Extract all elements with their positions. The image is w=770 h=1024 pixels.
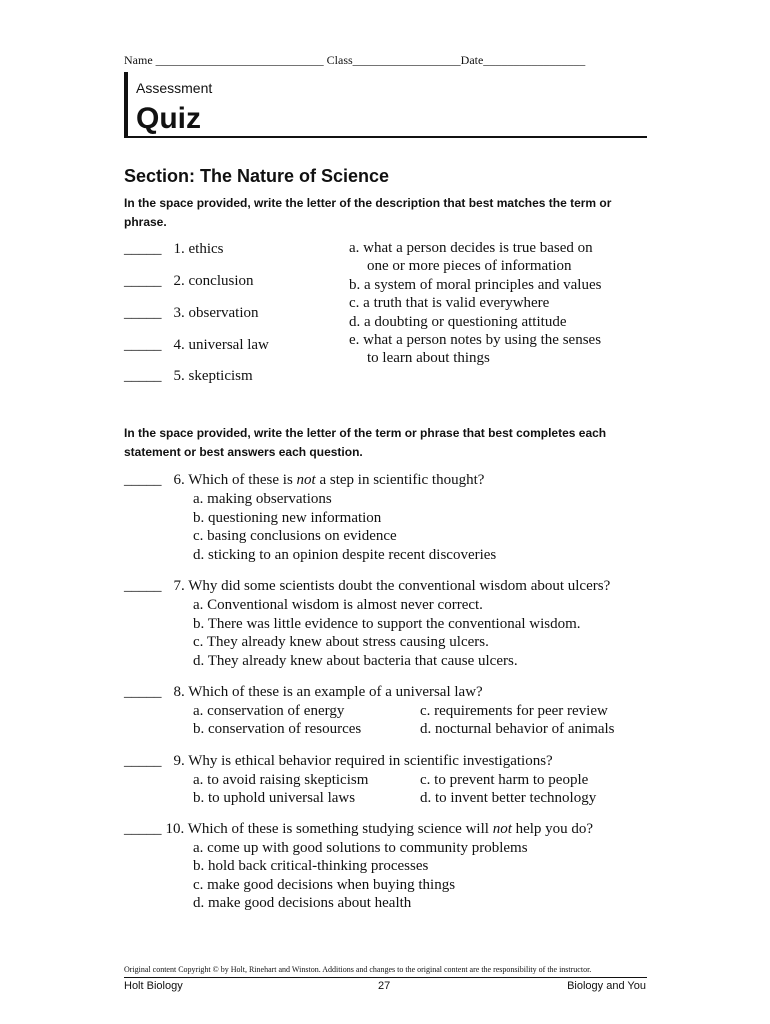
question-6-stem: _____ 6. Which of these is not a step in scientific thought? — [124, 472, 485, 488]
answer-blank[interactable]: _____ — [124, 368, 162, 384]
answer-blank[interactable]: _____ — [124, 684, 162, 700]
question-10-option-c: c. make good decisions when buying things — [193, 877, 456, 893]
question-7-option-c: c. They already knew about stress causing ulcers. — [193, 634, 489, 650]
question-8-option-b: b. conservation of resources — [193, 721, 362, 737]
multiple-choice-instructions: In the space provided, write the letter of the term or phrase that best completes each statement or best answers each question. — [124, 426, 607, 459]
question-7-option-d: d. They already knew about bacteria that cause ulcers. — [193, 653, 518, 669]
copyright-notice: Original content Copyright © by Holt, Rinehart and Winston. Additions and changes to the original content are the responsibility of the instructor. — [124, 965, 592, 974]
answer-blank[interactable]: _____ — [124, 273, 162, 289]
question-7-stem: _____ 7. Why did some scientists doubt the conventional wisdom about ulcers? — [124, 578, 611, 594]
footer-chapter-title: Biology and You — [567, 980, 646, 992]
definition-e-continued: to learn about things — [367, 350, 490, 366]
footer-divider — [124, 977, 647, 978]
term-label: 2. conclusion — [173, 273, 254, 289]
matching-term — [124, 337, 269, 354]
page-title: Quiz — [136, 102, 201, 135]
answer-blank[interactable]: _____ — [124, 578, 162, 594]
question-10-option-a: a. come up with good solutions to community problems — [193, 840, 528, 856]
footer-book-title: Holt Biology — [124, 980, 183, 992]
answer-blank[interactable]: _____ — [124, 337, 162, 353]
question-7-option-a: a. Conventional wisdom is almost never correct. — [193, 597, 483, 613]
answer-blank[interactable]: _____ — [124, 821, 162, 837]
term-label: 4. universal law — [173, 337, 269, 353]
page-number: 27 — [378, 980, 391, 992]
question-6-option-b: b. questioning new information — [193, 510, 382, 526]
title-block — [124, 72, 647, 138]
term-label: 5. skepticism — [173, 368, 253, 384]
matching-term — [124, 273, 254, 290]
definition-a-continued: one or more pieces of information — [367, 258, 572, 274]
question-8-stem: _____ 8. Which of these is an example of a universal law? — [124, 684, 483, 700]
question-8-option-c: c. requirements for peer review — [420, 703, 608, 719]
answer-blank[interactable]: _____ — [124, 472, 162, 488]
question-8-option-a: a. conservation of energy — [193, 703, 345, 719]
answer-blank[interactable]: _____ — [124, 753, 162, 769]
matching-term — [124, 368, 253, 385]
question-8-option-d: d. nocturnal behavior of animals — [420, 721, 615, 737]
section-title: Section: The Nature of Science — [124, 166, 390, 186]
definition-a: a. what a person decides is true based on — [349, 240, 593, 256]
question-9-stem: _____ 9. Why is ethical behavior required in scientific investigations? — [124, 753, 553, 769]
question-6-option-a: a. making observations — [193, 491, 332, 507]
question-9-option-c: c. to prevent harm to people — [420, 772, 589, 788]
question-9-option-b: b. to uphold universal laws — [193, 790, 356, 806]
question-10-option-b: b. hold back critical-thinking processes — [193, 858, 429, 874]
title-underline — [124, 136, 647, 138]
answer-blank[interactable]: _____ — [124, 305, 162, 321]
matching-term — [124, 241, 224, 258]
assessment-label: Assessment — [136, 80, 213, 96]
answer-blank[interactable]: _____ — [124, 241, 162, 257]
name-class-date-line: Name ____________________________ Class__________________Date_________________ — [124, 53, 586, 67]
question-10-stem: _____ 10. Which of these is something studying science will not help you do? — [124, 821, 594, 837]
definition-c: c. a truth that is valid everywhere — [349, 295, 550, 311]
definition-b: b. a system of moral principles and values — [349, 277, 602, 293]
definition-d: d. a doubting or questioning attitude — [349, 314, 567, 330]
title-bar-rule — [124, 72, 128, 138]
term-label: 1. ethics — [173, 241, 224, 257]
question-6-option-d: d. sticking to an opinion despite recent discoveries — [193, 547, 497, 563]
question-7-option-b: b. There was little evidence to support the conventional wisdom. — [193, 616, 581, 632]
definition-e: e. what a person notes by using the senses — [349, 332, 602, 348]
question-10-option-d: d. make good decisions about health — [193, 895, 412, 911]
question-9-option-a: a. to avoid raising skepticism — [193, 772, 369, 788]
question-6-option-c: c. basing conclusions on evidence — [193, 528, 397, 544]
question-9-option-d: d. to invent better technology — [420, 790, 597, 806]
matching-instructions: In the space provided, write the letter of the description that best matches the term or phrase. — [124, 196, 612, 229]
term-label: 3. observation — [173, 305, 259, 321]
matching-term — [124, 305, 258, 322]
